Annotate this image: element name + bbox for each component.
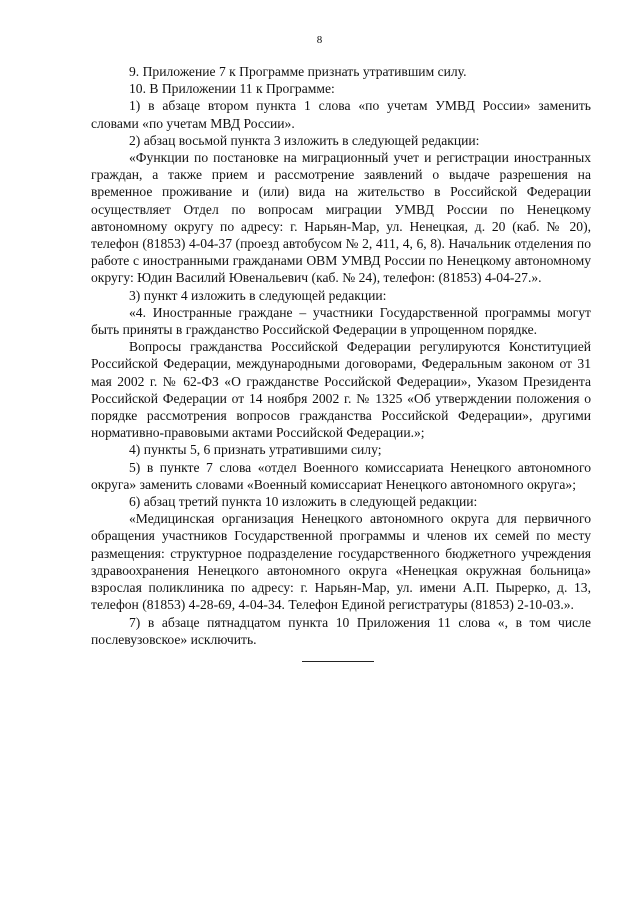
paragraph-subitem-5: 5) в пункте 7 слова «отдел Военного комиссариата Ненецкого автономного округа» заменить словами «Военный комиссариат Ненецкого автономного округа»; [91,459,591,492]
paragraph-item-10: 10. В Приложении 11 к Программе: [129,81,335,97]
paragraph-subitem-3: 3) пункт 4 изложить в следующей редакции: [129,287,387,303]
paragraph-medical-organization: «Медицинская организация Ненецкого автономного округа для первичного обращения участников Государственной программы и членов их семей по месту размещения: структурное подразделение государственного бюджетного учреждения здравоохранения Ненецкого автономного округа «Ненецкая окружная больница» взрослая поликлиника по адресу: г. Нарьян-Мар, ул. имени А.П. Пырерко, д. 13, телефон (81853) 4-28-69, 4-04-34. Телефон Единой регистратуры (81853) 2-10-03.». [91,511,591,613]
paragraph-subitem-2: 2) абзац восьмой пункта 3 изложить в следующей редакции: [129,132,480,148]
document-body [91,63,591,648]
paragraph-item-9: 9. Приложение 7 к Программе признать утратившим силу. [129,64,467,79]
paragraph-subitem-6: 6) абзац третий пункта 10 изложить в следующей редакции: [129,494,478,510]
page-number: 8 [316,34,323,46]
paragraph-subitem-4: 4) пункты 5, 6 признать утратившими силу; [129,442,382,458]
paragraph-subitem-1: 1) в абзаце втором пункта 1 слова «по учетам УМВД России» заменить словами «по учетам МВД России». [91,98,591,131]
paragraph-subitem-7: 7) в абзаце пятнадцатом пункта 10 Приложения 11 слова «, в том числе послевузовское» исключить. [91,614,591,647]
paragraph-citizenship-item-4: «4. Иностранные граждане – участники Государственной программы могут быть приняты в гражданство Российской Федерации в упрощенном порядке. [91,304,591,338]
paragraph-citizenship-regulation: Вопросы гражданства Российской Федерации регулируются Конституцией Российской Федерации, международными договорами, Федеральным законом от 31 мая 2002 г. № 62-ФЗ «О гражданстве Российской Федерации», Указом Президента Российской Федерации от 14 ноября 2002 г. № 1325 «Об утверждении положения о порядке рассмотрения вопросов гражданства Российской Федерации», другими нормативно-правовыми актами Российской Федерации.»; [91,339,591,441]
end-separator-line [302,661,374,662]
paragraph-migration-functions: «Функции по постановке на миграционный учет и регистрации иностранных граждан, а также прием и рассмотрение заявлений о выдаче разрешения на временное проживание и (или) вида на жительство в Российской Федерации осуществляет Отдел по вопросам миграции УМВД России по Ненецкому автономному округу по адресу: г. Нарьян-Мар, ул. Ненецкая, д. 20 (каб. № 20), телефон (81853) 4-04-37 (проезд автобусом № 2, 411, 4, 6, 8). Начальник отделения по работе с иностранными гражданами ОВМ УМВД России по Ненецкому автономному округу: Юдин Василий Ювенальевич (каб. № 24), телефон: (81853) 4-04-27.». [91,150,591,286]
